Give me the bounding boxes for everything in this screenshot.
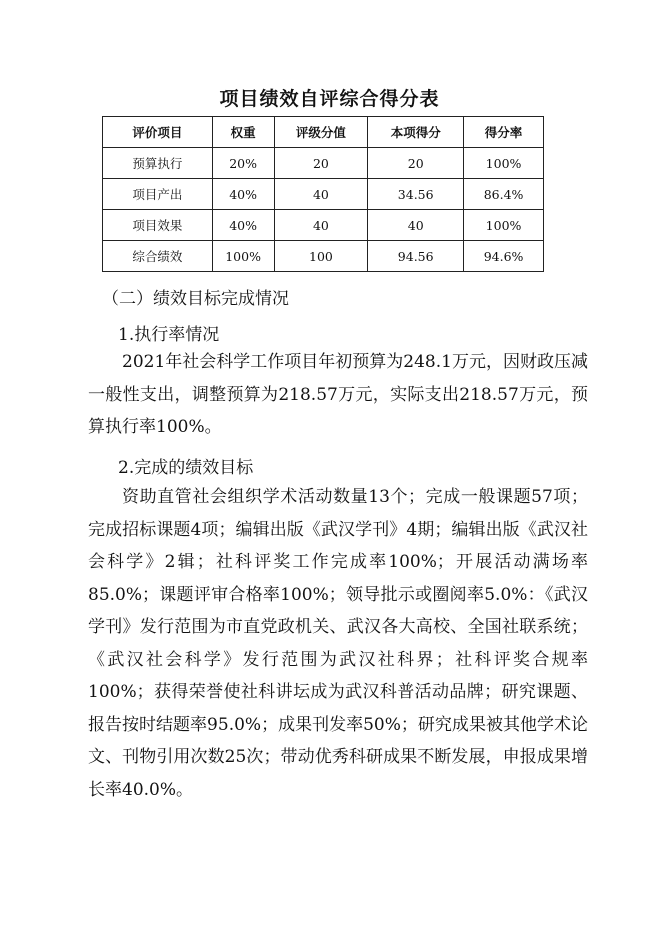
table-cell: 34.56 — [368, 179, 464, 210]
score-table — [102, 116, 544, 272]
table-row — [103, 179, 544, 210]
table-cell: 100% — [464, 210, 544, 241]
table-cell: 20 — [274, 148, 368, 179]
column-header: 本项得分 — [368, 117, 464, 148]
table-cell: 综合绩效 — [103, 241, 213, 272]
table-cell: 项目效果 — [103, 210, 213, 241]
table-cell: 项目产出 — [103, 179, 213, 210]
table-cell: 20 — [368, 148, 464, 179]
table-cell: 40% — [212, 210, 274, 241]
table-cell: 100% — [464, 148, 544, 179]
table-cell: 预算执行 — [103, 148, 213, 179]
table-cell: 100% — [212, 241, 274, 272]
table-row — [103, 210, 544, 241]
performance-goals-paragraph: 资助直管社会组织学术活动数量13个；完成一般课题57项；完成招标课题4项；编辑出版《武汉学刊》4期；编辑出版《武汉社会科学》2辑；社科评奖工作完成率100%；开展活动满场率85.0%；课题评审合格率100%；领导批示或圈阅率5.0%：《武汉学刊》发行范围为市直党政机关、武汉各大高校、全国社联系统；《武汉社会科学》发行范围为武汉社科界；社科评奖合规率100%；获得荣誉使社科讲坛成为武汉科普活动品牌；研究课题、报告按时结题率95.0%；成果刊发率50%；研究成果被其他学术论文、刊物引用次数25次；带动优秀科研成果不断发展，申报成果增长率40.0%。 — [88, 487, 588, 800]
table-cell: 40 — [274, 210, 368, 241]
table-row — [103, 148, 544, 179]
column-header: 评价项目 — [103, 117, 213, 148]
table-cell: 40 — [368, 210, 464, 241]
table-row — [103, 241, 544, 272]
subsection-heading-execution-rate: 1.执行率情况 — [118, 325, 220, 345]
table-cell: 40 — [274, 179, 368, 210]
table-cell: 20% — [212, 148, 274, 179]
table-cell: 86.4% — [464, 179, 544, 210]
table-cell: 100 — [274, 241, 368, 272]
table-cell: 94.56 — [368, 241, 464, 272]
column-header: 权重 — [212, 117, 274, 148]
column-header: 得分率 — [464, 117, 544, 148]
subsection-heading-performance-goals: 2.完成的绩效目标 — [118, 458, 254, 478]
table-cell: 94.6% — [464, 241, 544, 272]
execution-rate-paragraph: 2021年社会科学工作项目年初预算为248.1万元，因财政压减一般性支出，调整预算为218.57万元，实际支出218.57万元，预算执行率100%。 — [88, 352, 588, 437]
table-cell: 40% — [212, 179, 274, 210]
section-heading: （二）绩效目标完成情况 — [102, 289, 289, 309]
column-header: 评级分值 — [274, 117, 368, 148]
table-title: 项目绩效自评综合得分表 — [219, 88, 440, 110]
table-header-row — [103, 117, 544, 148]
